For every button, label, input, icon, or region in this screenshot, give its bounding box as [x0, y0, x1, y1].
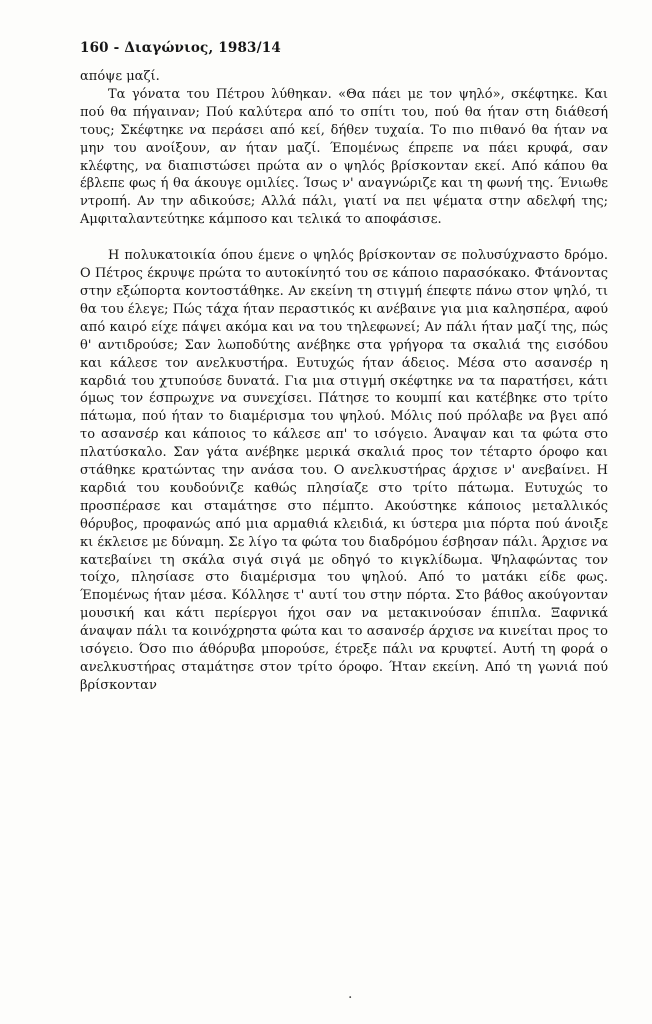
- document-page: [80, 40, 608, 695]
- paragraph-apartment-building: Η πολυκατοικία όπου έμενε ο ψηλός βρίσκονταν σε πολυσύχναστο δρόμο. Ο Πέτρος έκρυψε πρώτα το αυτοκίνητό του σε κάποιο παρασόκακο. Φτάνοντας στην εξώπορτα κοντοστάθηκε. Αν εκείνη τη στιγμή έπεφτε πάνω στον ψηλό, τι θα του έλεγε; Πώς τάχα ήταν περαστικός κι ανέβαινε για μια καλησπέρα, αφού από καιρό είχε πάψει ακόμα και να του τηλεφωνεί; Αν πάλι ήταν μαζί της, πώς θ' αντιδρούσε; Σαν λωποδύτης ανέβηκε στα γρήγορα τα σκαλιά της εισόδου και κάλεσε τον ανελκυστήρα. Ευτυχώς ήταν άδειος. Μέσα στο ασανσέρ η καρδιά του χτυπούσε δυνατά. Για μια στιγμή σκέφτηκε να τα παρατήσει, κάτι όμως τον έσπρωχνε να συνεχίσει. Πάτησε το κουμπί και κατέβηκε στο τρίτο πάτωμα, πού ήταν το διαμέρισμα του ψηλού. Μόλις πού πρόλαβε να βγει από το ασανσέρ και κάποιος το κάλεσε απ' το ισόγειο. Άναψαν και τα φώτα στο πλατύσκαλο. Σαν γάτα ανέβηκε μερικά σκαλιά προς τον τέταρτο όροφο και στάθηκε κρατώντας την ανάσα του. Ο ανελκυστήρας άρχισε ν' ανεβαίνει. Η καρδιά του κουδούνιζε καθώς πλησίαζε στο τρίτο πάτωμα. Ευτυχώς το προσπέρασε και σταμάτησε στο πέμπτο. Ακούστηκε κάποιος μεταλλικός θόρυβος, προφανώς από μια αρμαθιά κλειδιά, κι ύστερα μια πόρτα πού άνοιξε κι έκλεισε με δύναμη. Σε λίγο τα φώτα του διαδρόμου έσβησαν πάλι. Άρχισε να κατεβαίνει τη σκάλα σιγά σιγά με οδηγό το κιγκλίδωμα. Ψηλαφώντας τον τοίχο, πλησίασε στο διαμέρισμα του ψηλού. Από το ματάκι είδε φως. Έπομένως ήταν μέσα. Κόλλησε τ' αυτί του στην πόρτα. Στο βάθος ακούγονταν μουσική και κάτι περίεργοι ήχοι σαν να μετακινούσαν έπιπλα. Ξαφνικά άναψαν πάλι τα κοινόχρηστα φώτα και το ασανσέρ άρχισε να κινείται προς το ισόγειο. Όσο πιο άθόρυβα μπορούσε, έτρεξε πάλι να κρυφτεί. Αυτή τη φορά ο ανελκυστήρας σταμάτησε στον τρίτο όροφο. Ήταν εκείνη. Από τη γωνιά πού βρίσκονταν: [80, 248, 608, 693]
- page-footer-mark: ·: [348, 990, 353, 1006]
- section-gap: [80, 229, 608, 247]
- paragraph-peter-doubts: Τα γόνατα του Πέτρου λύθηκαν. «Θα πάει με τον ψηλό», σκέφτηκε. Και πού θα πήγαιναν; Πού καλύτερα από το σπίτι του, πού θα ήταν στη διάθεσή τους; Σκέφτηκε να περάσει από κεί, δήθεν τυχαία. Το πιο πιθανό θα ήταν να μην του ανοίξουν, αν ήταν μαζί. Έπομένως έπρεπε να πάει κρυφά, σαν κλέφτης, να διαπιστώσει πρώτα αν ο ψηλός βρίσκονταν εκεί. Από κάπου θα έβλεπε φως ή θα άκουγε ομιλίες. Ίσως ν' αναγνώριζε και τη φωνή της. Ένιωθε ντροπή. Αν την αδικούσε; Αλλά πάλι, γιατί να πει ψέματα στην αδελφή της; Αμφιταλαντεύτηκε κάμποσο και τελικά το αποφάσισε.: [80, 86, 608, 228]
- paragraph-continuation: απόψε μαζί.: [80, 69, 160, 84]
- running-head: 160 - Διαγώνιος, 1983/14: [80, 40, 281, 56]
